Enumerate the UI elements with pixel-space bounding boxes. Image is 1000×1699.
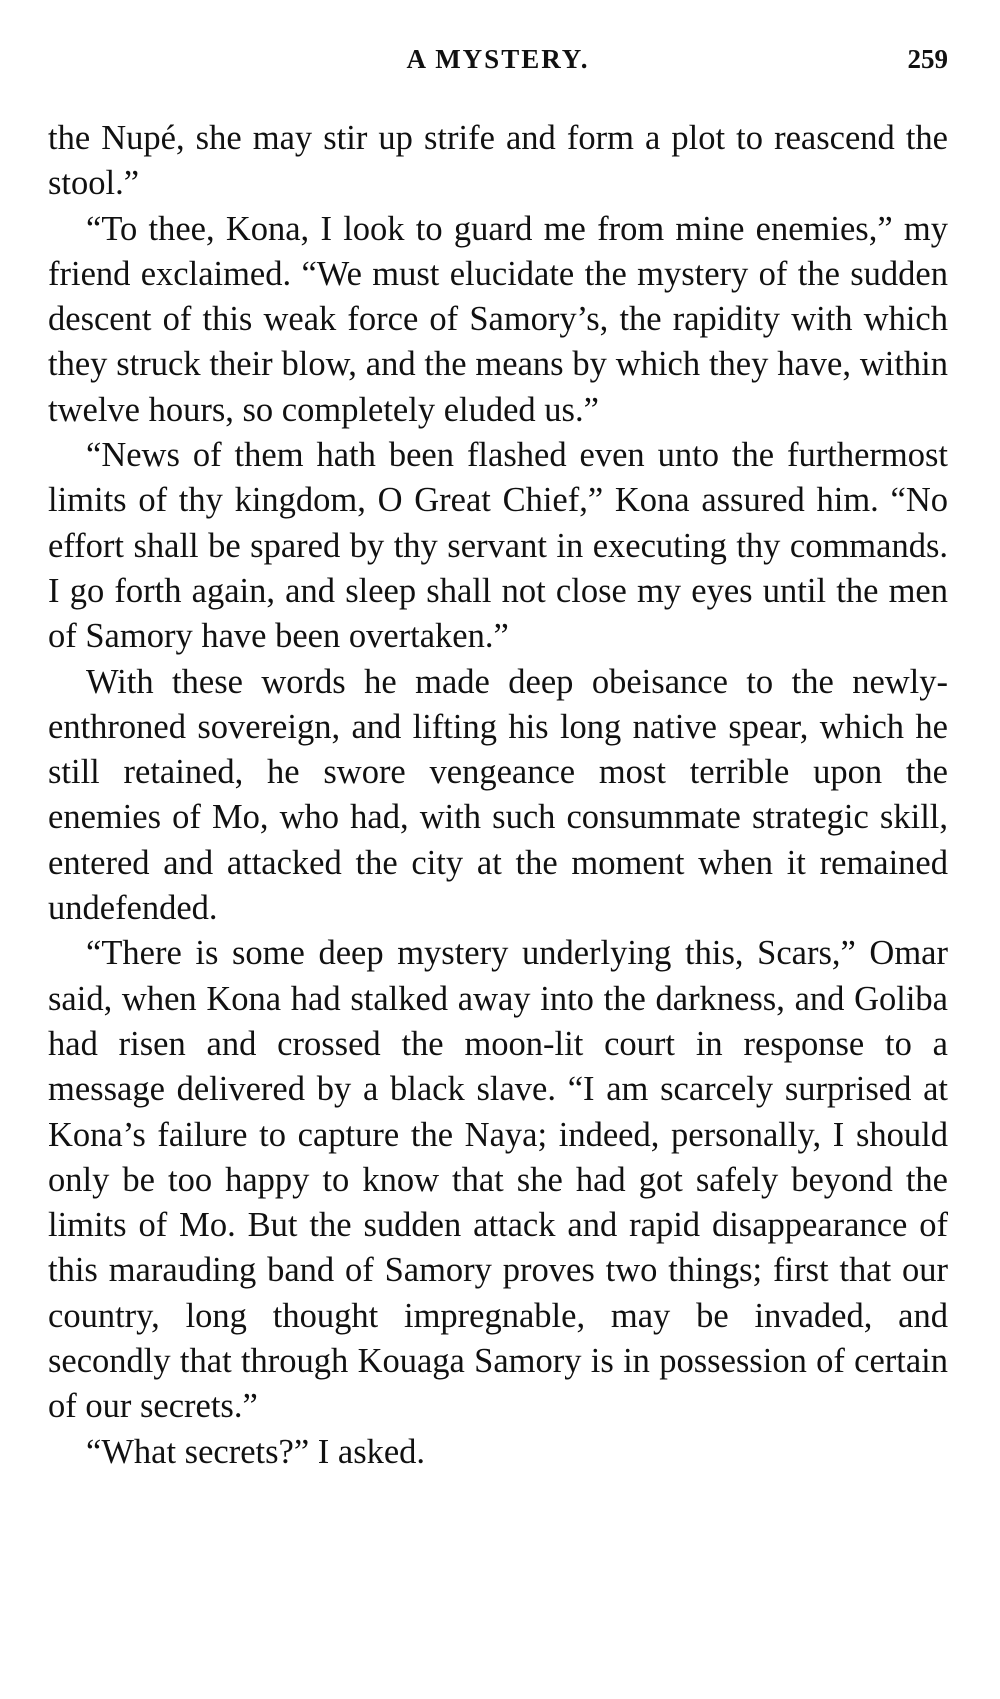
page-number: 259 — [907, 44, 948, 74]
paragraph-1: the Nupé, she may stir up strife and form a plot to reascend the stool.” — [48, 119, 948, 203]
paragraph-6: “What secrets?” I asked. — [86, 1432, 426, 1471]
body-text — [48, 116, 948, 1475]
paragraph-3: “News of them hath been flashed even unto the furthermost limits of thy kingdom, O Great Chief,” Kona assured him. “No effort shall be spared by thy servant in executing thy commands. I go forth again, and sleep shall not close my eyes until the men of Samory have been overtaken.” — [48, 436, 948, 656]
running-head — [48, 40, 948, 80]
paragraph-2: “To thee, Kona, I look to guard me from mine enemies,” my friend exclaimed. “We must elucidate the mystery of the sudden descent of this weak force of Samory’s, the rapidity with which they struck their blow, and the means by which they have, within twelve hours, so completely eluded us.” — [48, 209, 948, 429]
paragraph-4: With these words he made deep obeisance to the newly-enthroned sovereign, and lifting his long native spear, which he still retained, he swore vengeance most terrible upon the enemies of Mo, who had, with such consummate strategic skill, entered and attacked the city at the moment when it remained undefended. — [48, 662, 948, 928]
paragraph-5: “There is some deep mystery underlying this, Scars,” Omar said, when Kona had stalked away into the darkness, and Goliba had risen and crossed the moon-lit court in response to a message delivered by a black slave. “I am scarcely surprised at Kona’s failure to capture the Naya; indeed, personally, I should only be too happy to know that she had got safely beyond the limits of Mo. But the sudden attack and rapid disappearance of this marauding band of Samory proves two things; first that our country, long thought impregnable, may be invaded, and secondly that through Kouaga Samory is in possession of certain of our secrets.” — [48, 934, 948, 1426]
book-page — [48, 40, 948, 1475]
running-title: A MYSTERY. — [406, 44, 590, 74]
